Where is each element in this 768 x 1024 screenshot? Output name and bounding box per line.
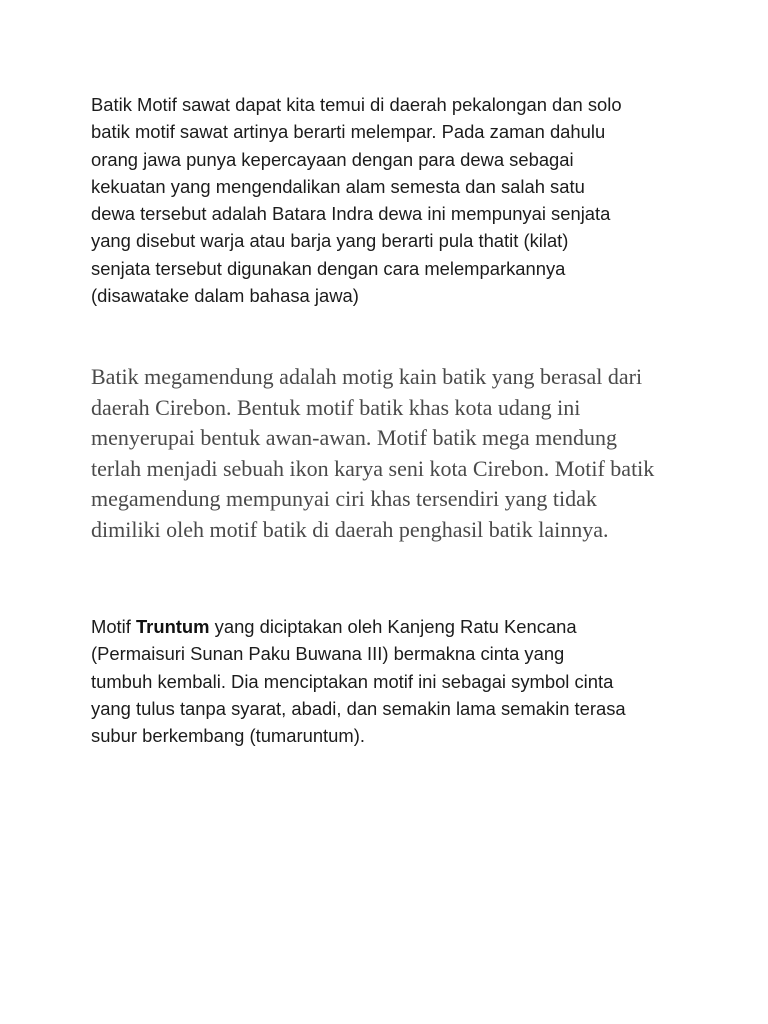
paragraph-batik-sawat (91, 91, 691, 309)
text-line (91, 613, 691, 640)
text-line: tumbuh kembali. Dia menciptakan motif ini sebagai symbol cinta (91, 670, 614, 692)
text-line: orang jawa punya kepercayaan dengan para dewa sebagai (91, 148, 574, 170)
text-line: yang tulus tanpa syarat, abadi, dan semakin lama semakin terasa (91, 697, 626, 719)
text-line: yang disebut warja atau barja yang berarti pula thatit (kilat) (91, 230, 569, 252)
text-line: Batik Motif sawat dapat kita temui di daerah pekalongan dan solo (91, 94, 622, 115)
text-line: (disawatake dalam bahasa jawa) (91, 285, 359, 307)
text-line: senjata tersebut digunakan dengan cara melemparkannya (91, 257, 566, 279)
text-line: subur berkembang (tumaruntum). (91, 725, 365, 747)
text-line: batik motif sawat artinya berarti melempar. Pada zaman dahulu (91, 121, 606, 143)
text-line: daerah Cirebon. Bentuk motif batik khas kota udang ini (91, 394, 581, 420)
text-prefix: Motif (91, 616, 136, 637)
text-line: menyerupai bentuk awan-awan. Motif batik mega mendung (91, 425, 618, 450)
text-line: kekuatan yang mengendalikan alam semesta dan salah satu (91, 175, 585, 197)
text-suffix: yang diciptakan oleh Kanjeng Ratu Kencana (209, 616, 577, 637)
text-line: megamendung mempunyai ciri khas tersendiri yang tidak (91, 486, 597, 511)
paragraph-batik-megamendung (91, 362, 691, 545)
text-line: (Permaisuri Sunan Paku Buwana III) bermakna cinta yang (91, 643, 565, 665)
text-line: terlah menjadi sebuah ikon karya seni kota Cirebon. Motif batik (91, 455, 655, 481)
paragraph-motif-truntum (91, 613, 691, 749)
text-line: Batik megamendung adalah motig kain batik yang berasal dari (91, 364, 643, 389)
text-line: dewa tersebut adalah Batara Indra dewa ini mempunyai senjata (91, 203, 611, 225)
text-line: dimiliki oleh motif batik di daerah penghasil batik lainnya. (91, 516, 609, 542)
bold-term-truntum: Truntum (135, 616, 210, 637)
